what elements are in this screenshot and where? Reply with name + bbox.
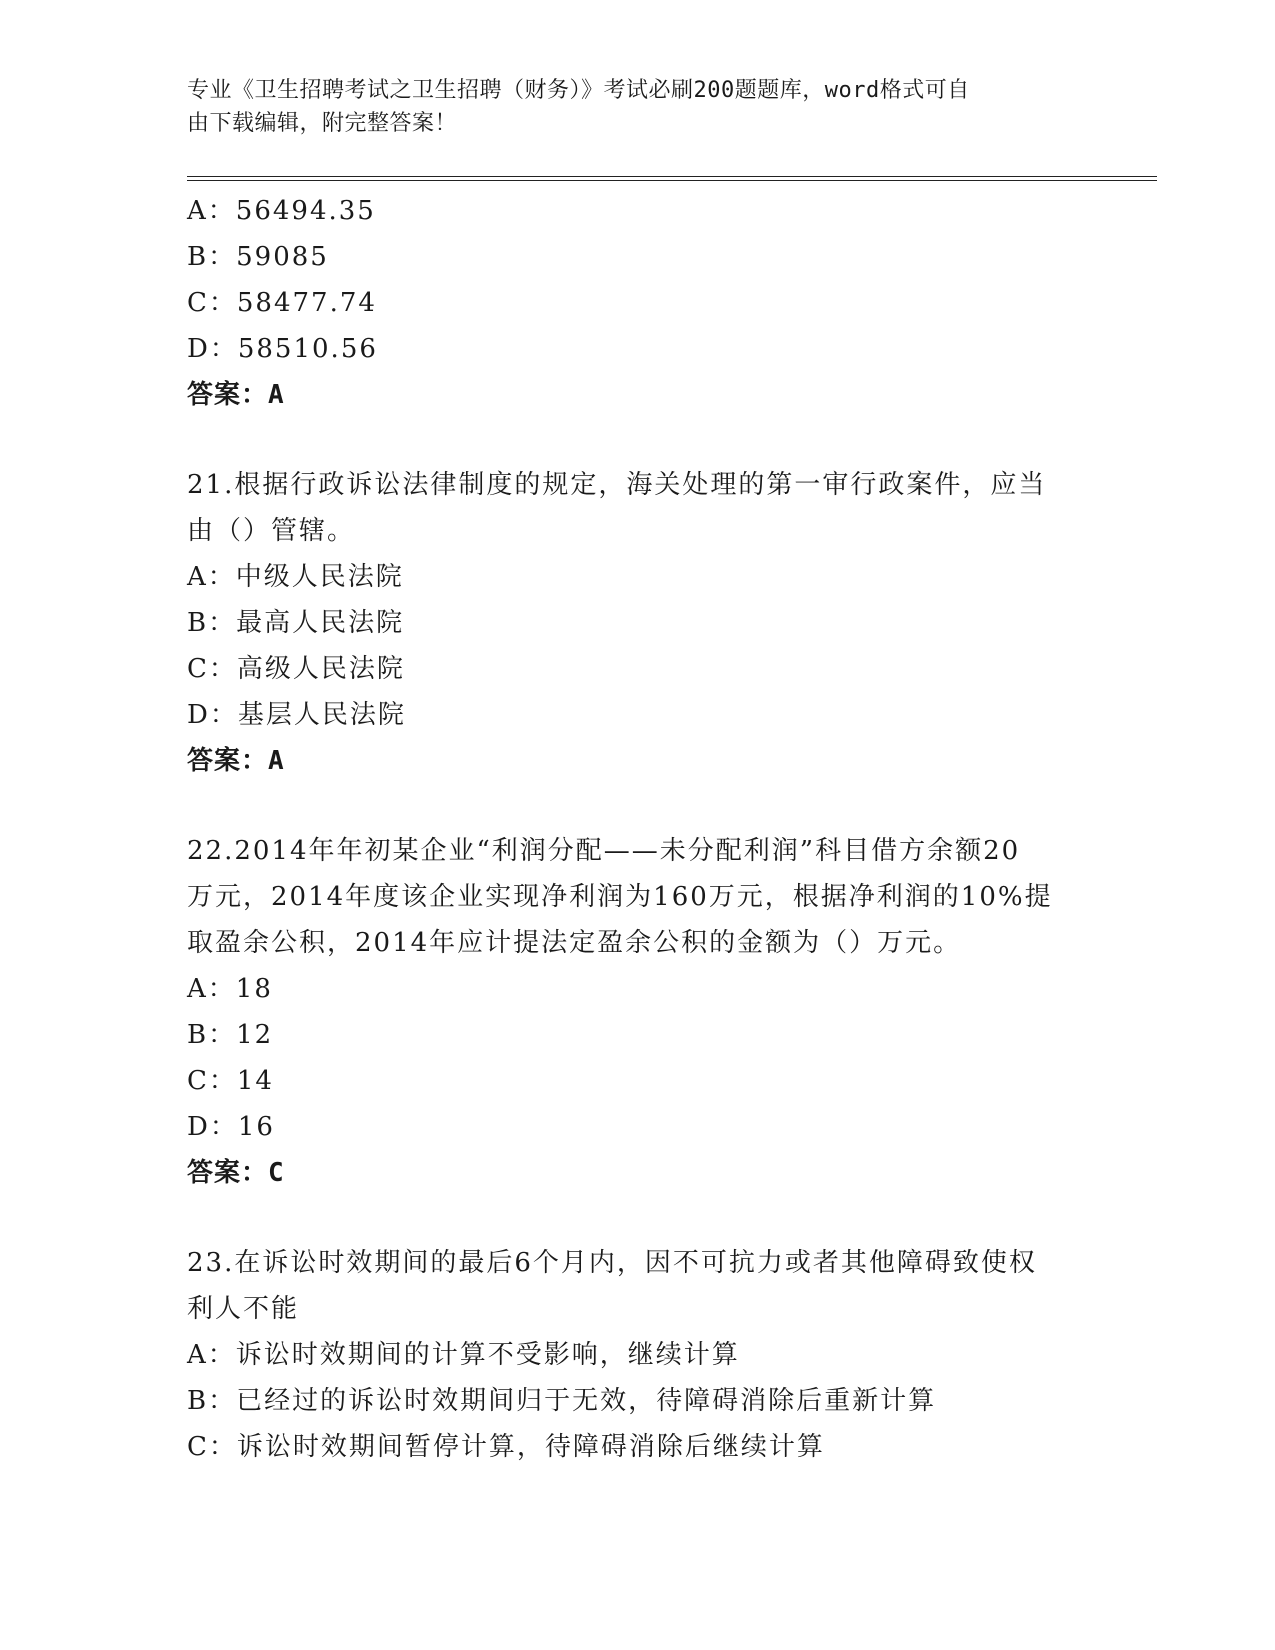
option-a: A：56494.35 bbox=[187, 196, 376, 226]
option-c: C：14 bbox=[187, 1066, 274, 1096]
option-b: B：已经过的诉讼时效期间归于无效，待障碍消除后重新计算 bbox=[187, 1386, 937, 1416]
header-line-2: 由下载编辑，附完整答案！ bbox=[187, 111, 458, 136]
option-a: A：诉讼时效期间的计算不受影响，继续计算 bbox=[187, 1340, 740, 1370]
header-line-1: 专业《卫生招聘考试之卫生招聘（财务）》考试必刷200题题库，word格式可自 bbox=[187, 78, 970, 103]
option-c: C：高级人民法院 bbox=[187, 654, 405, 684]
question-block-22 bbox=[187, 828, 1067, 1196]
question-block-prev bbox=[187, 188, 1067, 418]
question-stem-line: 22.2014年年初某企业“利润分配——未分配利润”科目借方余额20 bbox=[187, 836, 1021, 866]
question-stem-line: 取盈余公积，2014年应计提法定盈余公积的金额为（）万元。 bbox=[187, 928, 962, 958]
document-page bbox=[187, 0, 1157, 1650]
answer-line: 答案：C bbox=[187, 1158, 285, 1188]
option-d: D：16 bbox=[187, 1112, 275, 1142]
question-block-21 bbox=[187, 462, 1067, 784]
option-b: B：12 bbox=[187, 1020, 274, 1050]
document-header bbox=[187, 74, 1067, 140]
question-list bbox=[187, 188, 1067, 1470]
question-stem-line: 21.根据行政诉讼法律制度的规定，海关处理的第一审行政案件，应当 bbox=[187, 470, 1047, 500]
option-b: B：最高人民法院 bbox=[187, 608, 405, 638]
answer-line: 答案：A bbox=[187, 380, 285, 410]
option-d: D：58510.56 bbox=[187, 334, 378, 364]
option-d: D：基层人民法院 bbox=[187, 700, 406, 730]
question-stem-line: 由（）管辖。 bbox=[187, 516, 356, 546]
option-a: A：中级人民法院 bbox=[187, 562, 404, 592]
spacer bbox=[187, 418, 1067, 462]
option-a: A：18 bbox=[187, 974, 273, 1004]
question-block-23 bbox=[187, 1240, 1067, 1470]
option-c: C：58477.74 bbox=[187, 288, 377, 318]
question-stem-line: 万元，2014年度该企业实现净利润为160万元，根据净利润的10%提 bbox=[187, 882, 1053, 912]
option-c: C：诉讼时效期间暂停计算，待障碍消除后继续计算 bbox=[187, 1432, 825, 1462]
spacer bbox=[187, 784, 1067, 828]
answer-line: 答案：A bbox=[187, 746, 285, 776]
question-stem-line: 利人不能 bbox=[187, 1294, 300, 1324]
spacer bbox=[187, 1196, 1067, 1240]
header-divider bbox=[187, 176, 1157, 181]
option-b: B：59085 bbox=[187, 242, 329, 272]
question-stem-line: 23.在诉讼时效期间的最后6个月内，因不可抗力或者其他障碍致使权 bbox=[187, 1248, 1037, 1278]
